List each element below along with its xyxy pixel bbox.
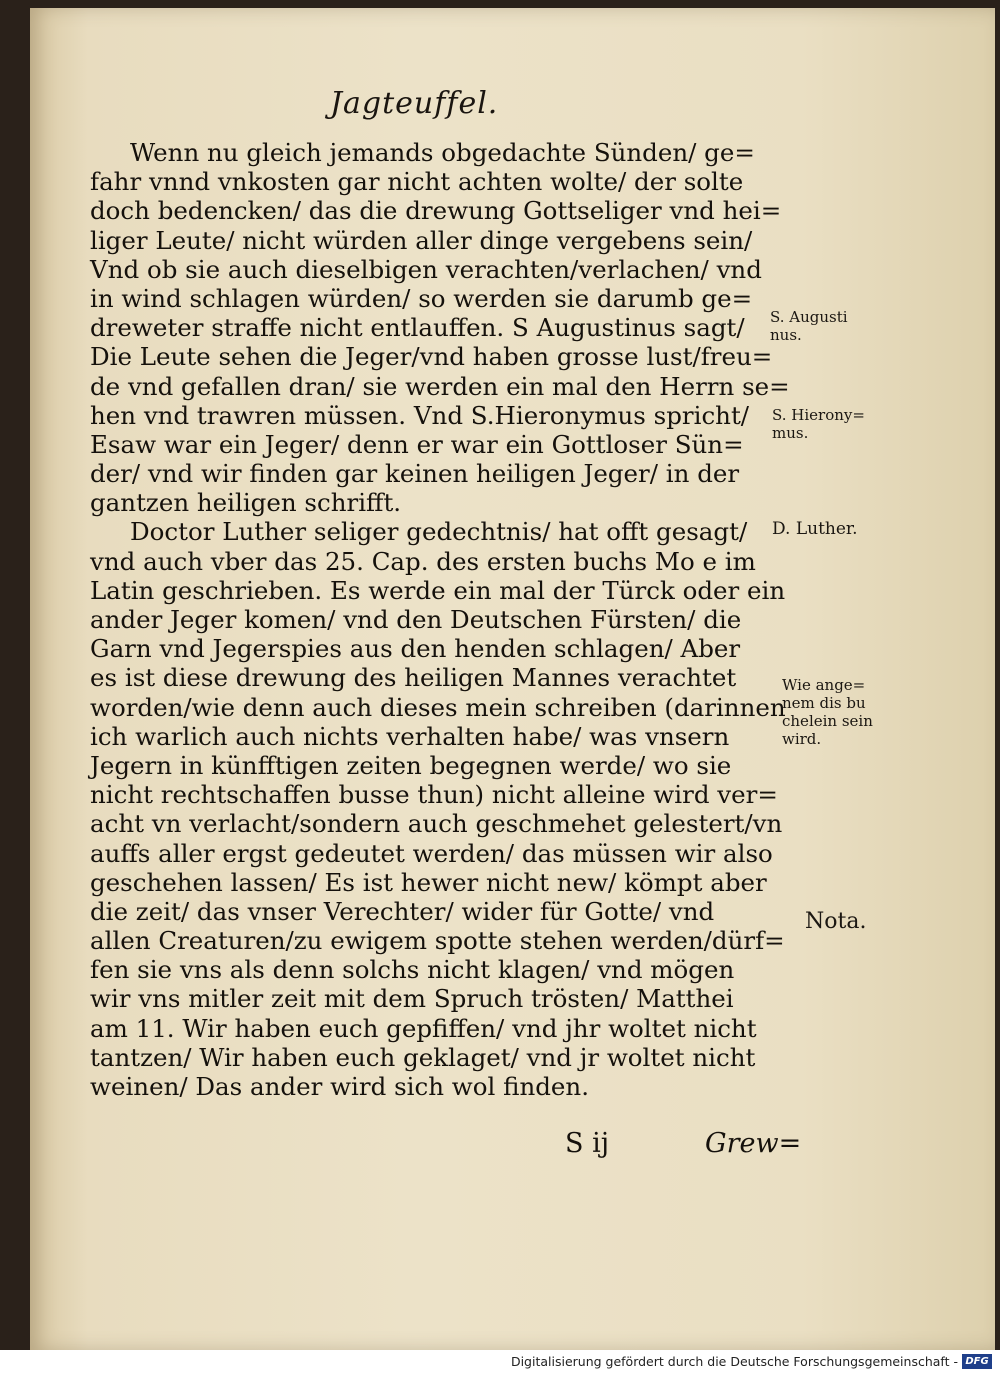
margin-note-line: S. Augusti [770, 308, 848, 326]
margin-note-line: mus. [772, 424, 809, 442]
text-line: Wenn nu gleich jemands obgedachte Sünden/ ge= [130, 138, 755, 167]
text-line: ich warlich auch nichts verhalten habe/ was vnsern [90, 721, 730, 751]
text-line: Doctor Luther seliger gedechtnis/ hat offt gesagt/ [130, 517, 748, 547]
text-line: worden/wie denn auch dieses mein schreiben (darinnen [90, 692, 786, 722]
text-line: tantzen/ Wir haben euch geklaget/ vnd jr woltet nicht [90, 1042, 756, 1072]
text-line: Vnd ob sie auch dieselbigen verachten/verlachen/ vnd [90, 254, 762, 284]
margin-note-line: Nota. [805, 909, 867, 934]
margin-note-line: chelein sein [782, 712, 873, 730]
margin-note-line: nem dis bu [782, 694, 866, 712]
text-line: Jegern in künfftigen zeiten begegnen werde/ wo sie [90, 750, 732, 780]
text-line: der/ vnd wir finden gar keinen heiligen Jeger/ in der [90, 459, 740, 489]
margin-note-augustinus [770, 308, 848, 344]
dfg-logo: DFG [962, 1354, 992, 1369]
text-line: es ist diese drewung des heiligen Mannes verachtet [90, 663, 737, 693]
text-line: de vnd gefallen dran/ sie werden ein mal den Herrn se= [90, 371, 790, 401]
text-line: nicht rechtschaffen busse thun) nicht alleine wird ver= [90, 780, 778, 810]
margin-note-hieronymus [772, 406, 865, 442]
text-line: hen vnd trawren müssen. Vnd S.Hieronymus spricht/ [90, 400, 750, 430]
signature-mark: S ij [565, 1128, 610, 1159]
text-line: auffs aller ergst gedeutet werden/ das müssen wir also [90, 838, 773, 868]
page-foot [30, 1128, 995, 1168]
text-line: weinen/ Das ander wird sich wol finden. [90, 1072, 589, 1101]
text-line: geschehen lassen/ Es ist hewer nicht new/ kömpt aber [90, 867, 767, 897]
margin-note-line: nus. [770, 326, 802, 344]
text-line: gantzen heiligen schrifft. [90, 488, 402, 518]
text-line: Die Leute sehen die Jeger/vnd haben grosse lust/freu= [90, 342, 773, 372]
margin-note-line: Wie ange= [782, 676, 866, 694]
text-line: dreweter straffe nicht entlauffen. S Augustinus sagt/ [90, 313, 745, 343]
text-line: ander Jeger komen/ vnd den Deutschen Fürsten/ die [90, 605, 742, 634]
catchword: Grew= [705, 1128, 802, 1159]
text-line: wir vns mitler zeit mit dem Spruch trösten/ Matthei [90, 984, 734, 1014]
running-header: Jagteuffel. [330, 86, 499, 121]
margin-note-line: wird. [782, 730, 822, 748]
text-line: Esaw war ein Jeger/ denn er war ein Gottloser Sün= [90, 429, 744, 459]
text-line: Garn vnd Jegerspies aus den henden schlagen/ Aber [90, 634, 741, 664]
text-line: doch bedencken/ das die drewung Gottseliger vnd hei= [90, 196, 782, 226]
text-line: liger Leute/ nicht würden aller dinge vergebens sein/ [90, 225, 753, 255]
text-line: acht vn verlacht/sondern auch geschmehet gelestert/vn [90, 809, 783, 839]
margin-note-line: D. Luther. [772, 519, 858, 539]
footer-credit: Digitalisierung gefördert durch die Deutsche Forschungsgemeinschaft - [510, 1354, 958, 1369]
book-page [30, 8, 995, 1350]
margin-note-luther [772, 520, 858, 538]
text-line: fahr vnnd vnkosten gar nicht achten wolte/ der solte [90, 167, 744, 197]
margin-note-line: S. Hierony= [772, 406, 865, 424]
main-text-block [90, 138, 790, 1101]
text-line: fen sie vns als denn solchs nicht klagen/ vnd mögen [90, 955, 735, 985]
text-line: in wind schlagen würden/ so werden sie darumb ge= [90, 283, 753, 313]
text-line: allen Creaturen/zu ewigem spotte stehen werden/dürf= [90, 926, 785, 956]
margin-note-nota [805, 909, 867, 934]
text-line: am 11. Wir haben euch gepfiffen/ vnd jhr woltet nicht [90, 1013, 757, 1043]
text-line: Latin geschrieben. Es werde ein mal der Türck oder ein [90, 575, 786, 605]
margin-note-wie-angenommen [782, 676, 873, 748]
text-line: vnd auch vber das 25. Cap. des ersten buchs Mo e im [90, 546, 756, 576]
digitization-footer [0, 1350, 1000, 1374]
text-line: die zeit/ das vnser Verechter/ wider für Gotte/ vnd [90, 896, 715, 926]
